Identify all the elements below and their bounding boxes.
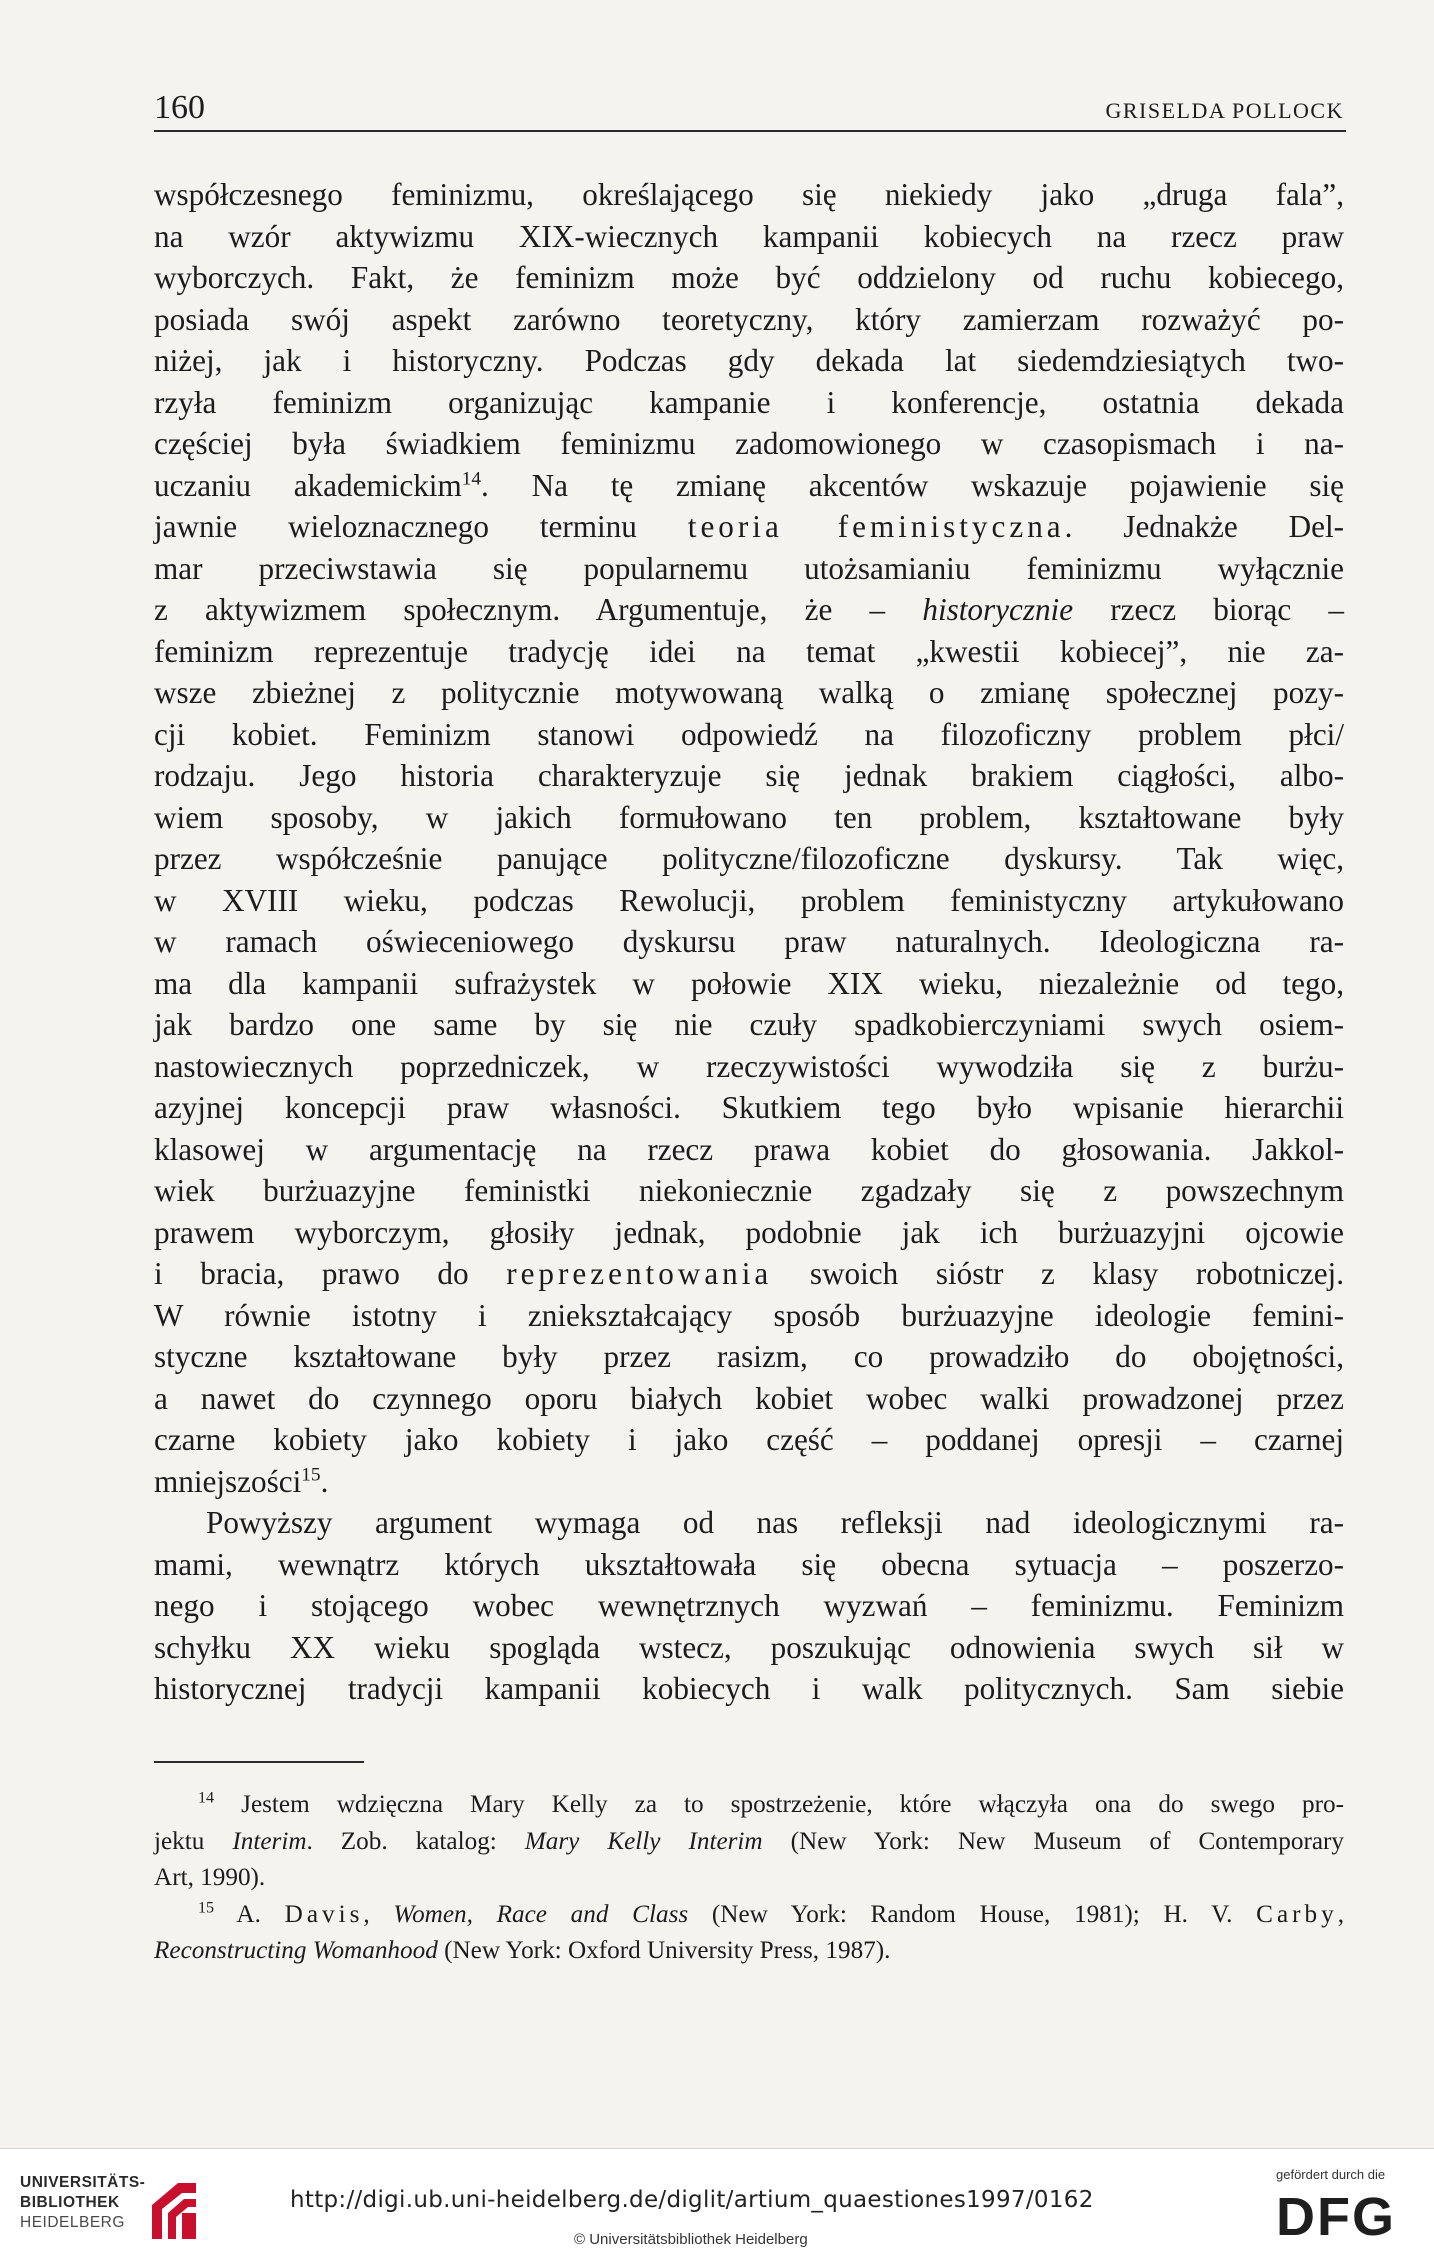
text-line: i bracia, prawo do reprezentowania swoich sióstr z klasy robotniczej. bbox=[154, 1256, 1344, 1291]
footnote-number: 15 bbox=[198, 1899, 215, 1917]
text-line: przez współcześnie panujące polityczne/filozoficzne dyskursy. Tak więc, bbox=[154, 841, 1344, 876]
ub-heidelberg-logo-icon bbox=[148, 2179, 200, 2241]
funding-caption: gefördert durch die bbox=[1276, 2167, 1386, 2182]
text-line: jak bardzo one same by się nie czuły spadkobierczyniami swych osiem- bbox=[154, 1007, 1344, 1042]
copyright-notice: © Universitätsbibliothek Heidelberg bbox=[574, 2231, 808, 2248]
main-text bbox=[154, 174, 1344, 1710]
running-head bbox=[154, 88, 1346, 132]
text-line: historycznej tradycji kampanii kobiecych i walk politycznych. Sam siebie bbox=[154, 1671, 1344, 1706]
library-name: UNIVERSITÄTS- BIBLIOTHEK HEIDELBERG bbox=[20, 2174, 146, 2231]
dfg-logo[interactable]: DFG bbox=[1276, 2187, 1396, 2247]
text-line: wiem sposoby, w jakich formułowano ten problem, kształtowane były bbox=[154, 799, 1344, 835]
footnote-ref-15[interactable]: 15 bbox=[301, 1464, 321, 1486]
text-line: jawnie wieloznacznego terminu teoria feministyczna. Jednakże Del- bbox=[154, 509, 1345, 544]
text-line: z aktywizmem społecznym. Argumentuje, że – historycznie rzecz biorąc – bbox=[154, 592, 1344, 627]
text-line: w ramach oświeceniowego dyskursu praw naturalnych. Ideologiczna ra- bbox=[154, 924, 1344, 959]
text-line: mniejszości$^{15}$. bbox=[154, 1463, 329, 1499]
text-line: feminizm reprezentuje tradycję idei na temat „kwestii kobiecej”, nie za- bbox=[154, 633, 1344, 669]
text-line: uczaniu akademickim$^{14}$. Na tę zmianę akcentów wskazuje pojawienie się bbox=[154, 467, 1344, 503]
spaced-term: reprezentowania bbox=[506, 1256, 773, 1291]
running-title: GRISELDA POLLOCK bbox=[1105, 98, 1344, 123]
text-line: styczne kształtowane były przez rasizm, co prowadziło do obojętności, bbox=[154, 1339, 1344, 1374]
footnote-15-line: $^{15}$ A. Davis, Women, Race and Class (New York: Random House, 1981); H. V. Carby, bbox=[198, 1899, 1344, 1928]
library-logo[interactable] bbox=[20, 2173, 200, 2243]
text-line: częściej była świadkiem feminizmu zadomowionego w czasopismach i na- bbox=[154, 426, 1344, 461]
text-line: mami, wewnątrz których ukształtowała się obecna sytuacja – poszerzo- bbox=[154, 1546, 1344, 1582]
text-line: na wzór aktywizmu XIX-wiecznych kampanii kobiecych na rzecz praw bbox=[154, 218, 1344, 254]
text-line: wsze zbieżnej z politycznie motywowaną walką o zmianę społecznej pozy- bbox=[154, 675, 1344, 710]
italic-term: historycznie bbox=[922, 592, 1074, 627]
text-line: czarne kobiety jako kobiety i jako część – poddanej opresji – czarnej bbox=[154, 1422, 1344, 1457]
text-line: azyjnej koncepcji praw własności. Skutkiem tego było wpisanie hierarchii bbox=[154, 1090, 1344, 1125]
text-line: a nawet do czynnego oporu białych kobiet wobec walki prowadzonej przez bbox=[154, 1380, 1344, 1416]
footnote-number: 14 bbox=[198, 1789, 215, 1807]
permalink-url[interactable]: http://digi.ub.uni-heidelberg.de/diglit/artium_quaestiones1997/0162 bbox=[290, 2187, 1094, 2213]
footnote-15-line: Reconstructing Womanhood (New York: Oxford University Press, 1987). bbox=[154, 1937, 891, 1964]
spaced-term: teoria feministyczna bbox=[687, 509, 1065, 544]
text-line: ma dla kampanii sufrażystek w połowie XIX wieku, niezależnie od tego, bbox=[154, 965, 1344, 1001]
footnote-14-line: $^{14}$ Jestem wdzięczna Mary Kelly za to spostrzeżenie, które włączyła ona do swego pro- bbox=[198, 1789, 1344, 1818]
footnote-divider bbox=[154, 1761, 364, 1763]
footnote-ref-14[interactable]: 14 bbox=[461, 468, 482, 490]
text-line: wyborczych. Fakt, że feminizm może być oddzielony od ruchu kobiecego, bbox=[154, 260, 1344, 295]
text-line: schyłku XX wieku spogląda wstecz, poszukując odnowienia swych sił w bbox=[154, 1629, 1344, 1665]
text-line: wiek burżuazyjne feministki niekoniecznie zgadzały się z powszechnym bbox=[154, 1173, 1344, 1208]
text-line: prawem wyborczym, głosiły jednak, podobnie jak ich burżuazyjni ojcowie bbox=[154, 1214, 1344, 1250]
page-number: 160 bbox=[154, 89, 205, 126]
footnote-14-line: Art, 1990). bbox=[154, 1864, 266, 1891]
text-line: niżej, jak i historyczny. Podczas gdy dekada lat siedemdziesiątych two- bbox=[154, 343, 1344, 378]
text-line: nego i stojącego wobec wewnętrznych wyzwań – feminizmu. Feminizm bbox=[154, 1588, 1344, 1623]
text-line: w XVIII wieku, podczas Rewolucji, problem feministyczny artykułowano bbox=[154, 882, 1344, 918]
text-line: współczesnego feminizmu, określającego się niekiedy jako „druga fala”, bbox=[154, 177, 1344, 212]
footnote-14-line: jektu Interim. Zob. katalog: Mary Kelly Interim (New York: New Museum of Contemporary bbox=[154, 1827, 1344, 1855]
text-line: nastowiecznych poprzedniczek, w rzeczywistości wywodziła się z burżu- bbox=[154, 1048, 1344, 1084]
text-line: cji kobiet. Feminizm stanowi odpowiedź na filozoficzny problem płci/ bbox=[154, 716, 1344, 752]
text-line: Powyższy argument wymaga od nas refleksji nad ideologicznymi ra- bbox=[206, 1505, 1344, 1540]
text-line: posiada swój aspekt zarówno teoretyczny, który zamierzam rozważyć po- bbox=[154, 301, 1344, 337]
footnotes bbox=[154, 1787, 1344, 1970]
text-line: mar przeciwstawia się popularnemu utożsamianiu feminizmu wyłącznie bbox=[154, 550, 1344, 586]
text-line: W równie istotny i zniekształcający sposób burżuazyjne ideologie femini- bbox=[154, 1297, 1344, 1333]
viewer-footer bbox=[0, 2148, 1434, 2260]
text-line: rodzaju. Jego historia charakteryzuje się jednak brakiem ciągłości, albo- bbox=[154, 758, 1344, 793]
text-line: rzyła feminizm organizując kampanie i konferencje, ostatnia dekada bbox=[154, 384, 1344, 420]
text-line: klasowej w argumentację na rzecz prawa kobiet do głosowania. Jakkol- bbox=[154, 1131, 1344, 1167]
